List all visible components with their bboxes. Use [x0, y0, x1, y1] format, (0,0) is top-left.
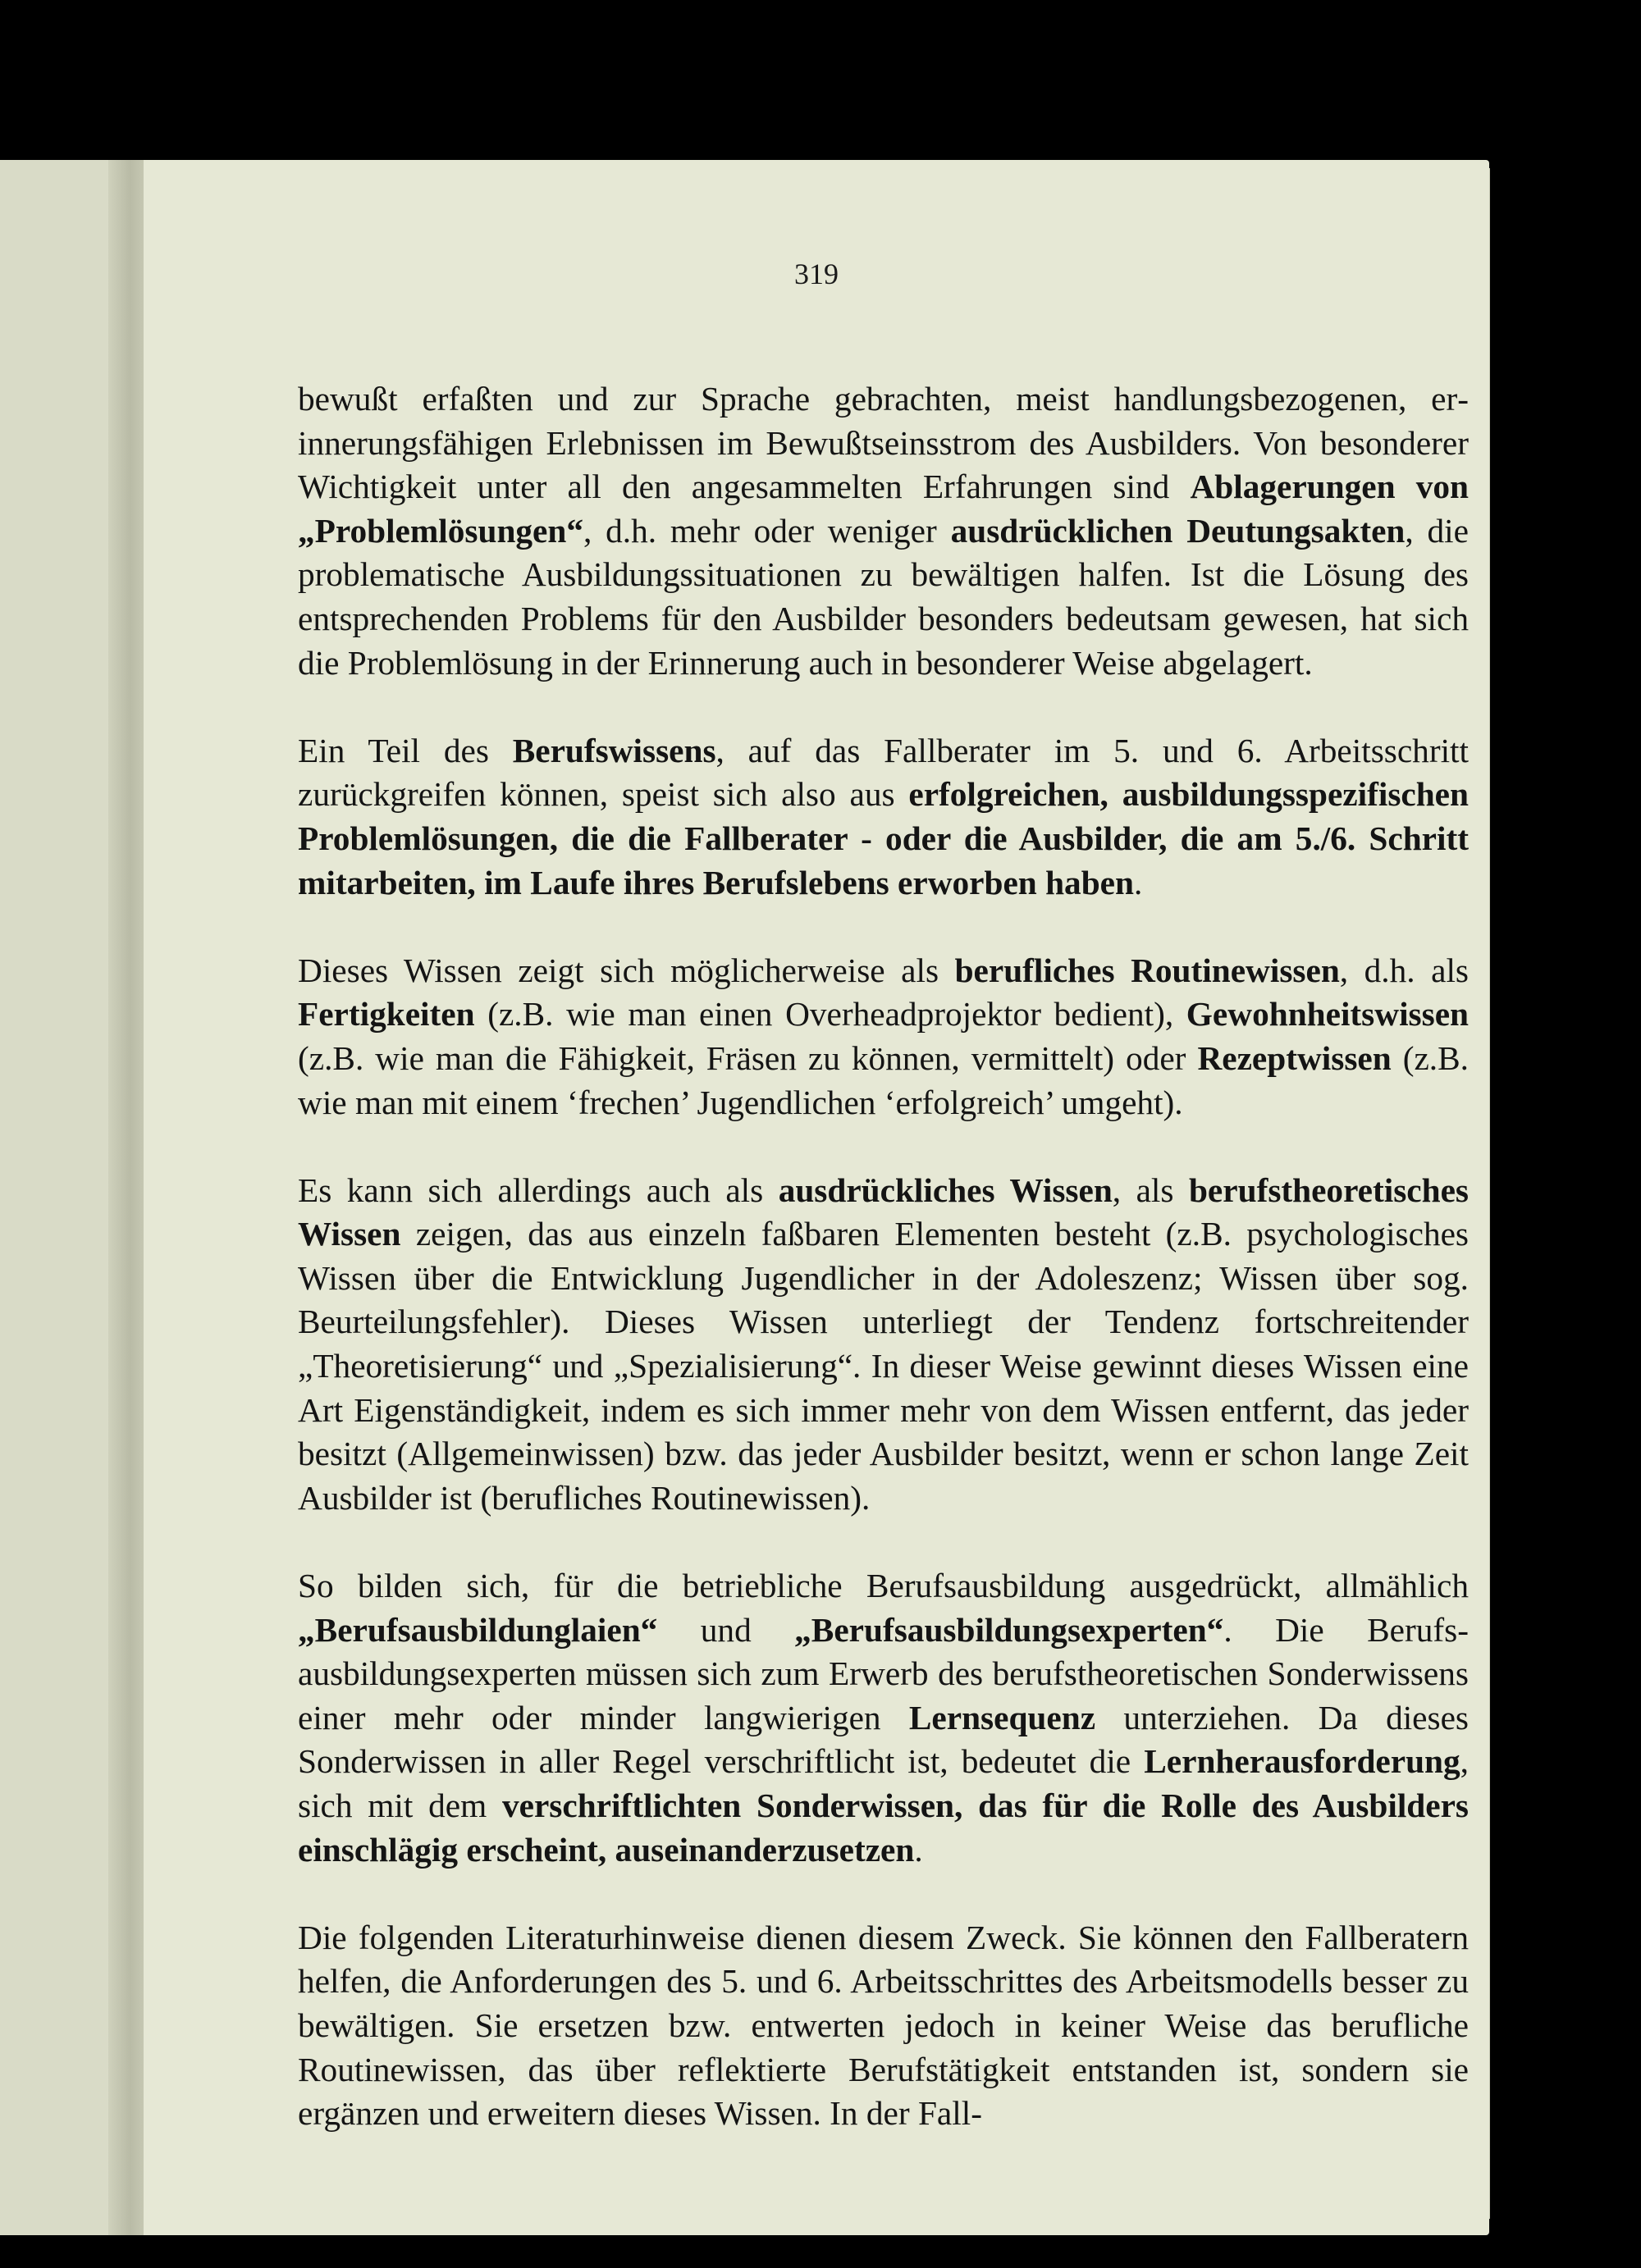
text-run: (z.B. wie man einen Overheadprojektor bedient),: [474, 995, 1186, 1034]
bold-text: „Berufsausbildungsexperten“: [794, 1610, 1224, 1649]
bold-text: Lernsequenz: [908, 1698, 1096, 1736]
text-run: , d.h. als: [1339, 951, 1470, 989]
bold-text: berufliches Routinewissen: [954, 951, 1340, 989]
text-run: Dieses Wissen zeigt sich möglicherweise als: [298, 951, 955, 989]
bold-text: Lernherausforderung: [1144, 1742, 1460, 1781]
text-run: So bilden sich, für die betriebliche Berufsausbildung ausgedrückt, allmählich: [298, 1567, 1469, 1605]
paragraph: [298, 1916, 1469, 2136]
text-run: . Die Berufsausbildungsexperten müssen sich zum Erwerb des berufstheoretischen Sonderwissens einer mehr oder minder langwierigen: [298, 1610, 1470, 1736]
bold-text: ausdrücklichen Deutungsakten: [950, 511, 1406, 550]
paragraph: [298, 377, 1469, 685]
text-run: , auf das Fallberater im 5. und 6. Arbeitsschritt zurückgreifen können, speist sich also aus: [298, 731, 1469, 814]
text-run: .: [914, 1830, 923, 1869]
text-run: (z.B. wie man die Fähigkeit, Fräsen zu können, vermittelt) oder: [298, 1038, 1198, 1077]
bold-text: ausdrückliches Wissen: [778, 1171, 1113, 1209]
text-run: (z.B. wie man mit einem ‘frechen’ Jugendlichen ‘erfolgreich’ umgeht).: [298, 1038, 1469, 1121]
bold-text: Berufswissens: [512, 731, 716, 769]
text-run: Die folgenden Literaturhinweise dienen diesem Zweck. Sie können den Fallberatern helfen, die Anforderungen des 5. und 6. Arbeitsschrittes des Arbeitsmodells besser zu bewältigen. Sie ersetzen bzw. entwerten jedoch in keiner Weise das berufliche Routinewissen, das über reflektierte Berufstätigkeit entstanden ist, sondern sie ergänzen und erweitern dieses Wissen. In der Fall-: [298, 1918, 1469, 2133]
paragraph: [298, 729, 1469, 905]
text-run: Es kann sich allerdings auch als: [298, 1171, 779, 1209]
bold-text: Ablagerungen von „Problemlösungen“: [298, 468, 1469, 550]
text-run: zeigen, das aus einzeln faßbaren Elementen besteht (z.B. psychologisches Wissen über die Entwicklung Jugendlicher in der Adoleszenz; Wissen über sog. Beurteilungsfehler). Dieses Wissen unterliegt der Tendenz fortschreitender „Theoretisierung“ und „Spezialisierung“. In dieser Weise gewinnt dieses Wissen eine Art Eigenständigkeit, indem es sich immer mehr von dem Wissen entfernt, das jeder besitzt (Allgemeinwissen) bzw. das jeder Ausbilder besitzt, wenn er schon lange Zeit Ausbilder ist (berufliches Routinewissen).: [298, 1215, 1469, 1517]
bold-text: „Berufsausbildunglaien“: [298, 1610, 658, 1649]
bold-text: erfolgreichen, ausbildungsspezifischen Problemlösungen, die die Fallberater - oder die Ausbilder, die am 5./6. Schritt mitarbeiten, im Laufe ihres Berufslebens erworben haben: [298, 775, 1469, 901]
text-run: , die problematische Ausbildungssituationen zu bewältigen halfen. Ist die Lösung des entsprechenden Problems für den Ausbilder besonders bedeutsam gewesen, hat sich die Problemlösung in der Erinnerung auch in besonderer Weise abgelagert.: [298, 511, 1469, 682]
text-run: und: [657, 1610, 795, 1649]
text-run: unterziehen. Da dieses Sonderwissen in aller Regel verschriftlicht ist, bedeutet die: [298, 1698, 1469, 1781]
text-run: .: [1133, 863, 1143, 901]
bold-text: Fertigkeiten: [298, 995, 475, 1034]
book-gutter: [108, 160, 148, 2235]
body-text: [298, 377, 1469, 2136]
text-run: bewußt erfaßten und zur Sprache gebrachten, meist handlungsbezogenen, erinnerungsfähigen Erlebnissen im Bewußtseinsstrom des Ausbilders. Von besonderer Wichtigkeit unter all den angesammelten Erfahrungen sind: [298, 380, 1469, 506]
book-page: [144, 160, 1489, 2235]
paragraph: [298, 1564, 1469, 1872]
bold-text: verschriftlichten Sonderwissen, das für die Rolle des Ausbilders einschlägig erscheint, auseinanderzusetzen: [298, 1787, 1469, 1869]
page-number: 319: [794, 258, 839, 290]
text-run: Ein Teil des: [298, 731, 513, 769]
text-run: , sich mit dem: [298, 1742, 1469, 1824]
text-run: , d.h. mehr oder weniger: [583, 511, 951, 550]
paragraph: [298, 1169, 1469, 1521]
paragraph: [298, 949, 1469, 1125]
bold-text: berufstheoretisches Wissen: [298, 1171, 1469, 1253]
bold-text: Rezeptwissen: [1197, 1038, 1392, 1077]
bold-text: Gewohnheitswissen: [1186, 995, 1469, 1034]
text-run: , als: [1112, 1171, 1189, 1209]
